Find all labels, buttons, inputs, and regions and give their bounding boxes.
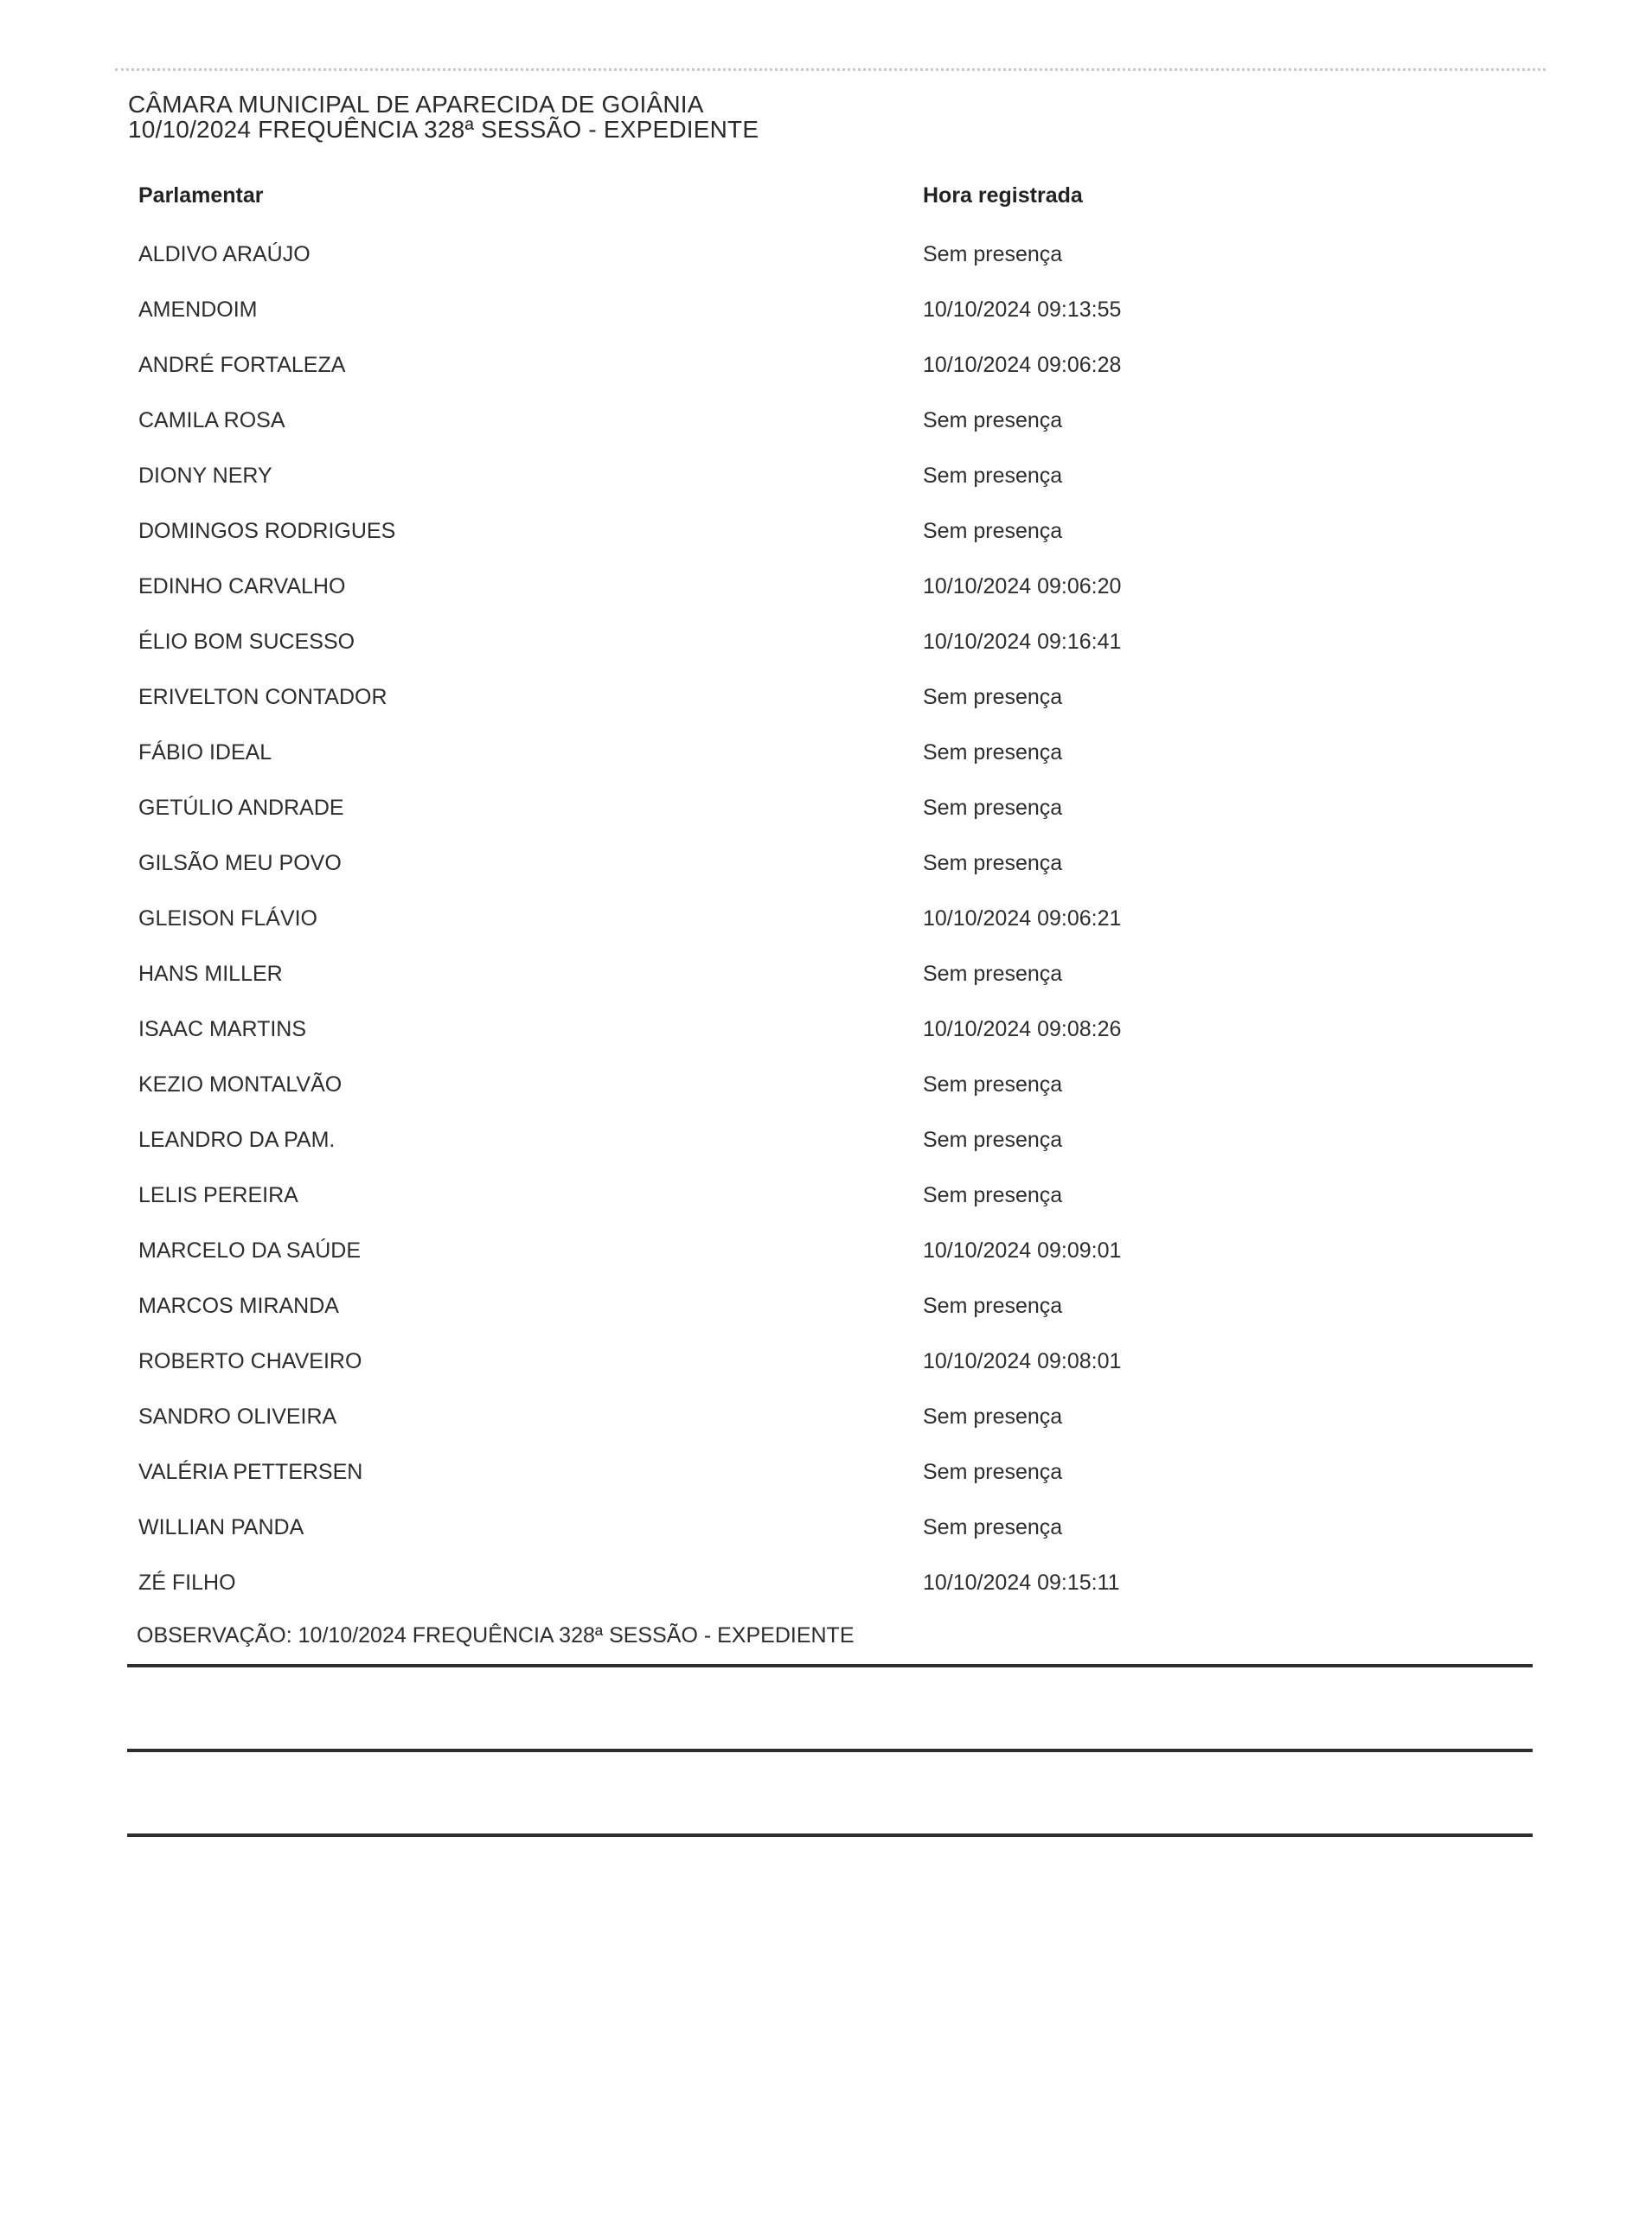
table-row: [138, 463, 1488, 518]
table-row: [138, 352, 1488, 407]
table-row: [138, 905, 1488, 961]
hora-registrada: 10/10/2024 09:08:01: [923, 1349, 1122, 1373]
column-header-hora-registrada: Hora registrada: [923, 183, 1083, 208]
table-body: [138, 241, 1488, 1625]
hora-registrada: 10/10/2024 09:06:21: [923, 906, 1122, 931]
parlamentar-name: GETÚLIO ANDRADE: [138, 796, 344, 820]
hora-registrada: Sem presença: [923, 962, 1063, 986]
parlamentar-name: AMENDOIM: [138, 298, 258, 322]
table-row: [138, 684, 1488, 739]
hora-registrada: Sem presença: [923, 1405, 1063, 1429]
hora-registrada: Sem presença: [923, 1294, 1063, 1318]
table-row: [138, 1182, 1488, 1238]
parlamentar-name: ALDIVO ARAÚJO: [138, 242, 311, 266]
hora-registrada: 10/10/2024 09:08:26: [923, 1017, 1122, 1041]
parlamentar-name: WILLIAN PANDA: [138, 1515, 304, 1539]
parlamentar-name: CAMILA ROSA: [138, 408, 285, 432]
hora-registrada: Sem presença: [923, 519, 1063, 543]
parlamentar-name: GLEISON FLÁVIO: [138, 906, 318, 931]
column-header-parlamentar: Parlamentar: [138, 183, 264, 208]
document-header: [128, 92, 759, 142]
parlamentar-name: ANDRÉ FORTALEZA: [138, 353, 346, 377]
hora-registrada: 10/10/2024 09:16:41: [923, 630, 1122, 654]
signature-line-2: [127, 1749, 1533, 1752]
table-row: [138, 1238, 1488, 1293]
parlamentar-name: LEANDRO DA PAM.: [138, 1128, 336, 1152]
table-row: [138, 407, 1488, 463]
parlamentar-name: SANDRO OLIVEIRA: [138, 1405, 337, 1429]
table-row: [138, 1404, 1488, 1459]
hora-registrada: Sem presença: [923, 464, 1063, 488]
table-row: [138, 1072, 1488, 1127]
parlamentar-name: MARCELO DA SAÚDE: [138, 1238, 362, 1263]
hora-registrada: Sem presença: [923, 1072, 1063, 1097]
parlamentar-name: FÁBIO IDEAL: [138, 740, 272, 765]
table-row: [138, 1348, 1488, 1404]
parlamentar-name: VALÉRIA PETTERSEN: [138, 1460, 363, 1484]
table-row: [138, 1293, 1488, 1348]
table-row: [138, 1127, 1488, 1182]
hora-registrada: Sem presença: [923, 796, 1063, 820]
parlamentar-name: ROBERTO CHAVEIRO: [138, 1349, 362, 1373]
parlamentar-name: DOMINGOS RODRIGUES: [138, 519, 396, 543]
signature-line-3: [127, 1833, 1533, 1837]
session-title: 10/10/2024 FREQUÊNCIA 328ª SESSÃO - EXPEDIENTE: [128, 116, 759, 143]
hora-registrada: Sem presença: [923, 851, 1063, 875]
hora-registrada: Sem presença: [923, 685, 1063, 709]
top-dotted-rule: [115, 68, 1546, 71]
hora-registrada: 10/10/2024 09:06:28: [923, 353, 1122, 377]
table-row: [138, 297, 1488, 352]
parlamentar-name: HANS MILLER: [138, 962, 283, 986]
parlamentar-name: DIONY NERY: [138, 464, 272, 488]
table-row: [138, 1016, 1488, 1072]
hora-registrada: Sem presença: [923, 408, 1063, 432]
hora-registrada: Sem presença: [923, 1128, 1063, 1152]
table-row: [138, 850, 1488, 905]
hora-registrada: 10/10/2024 09:06:20: [923, 574, 1122, 598]
hora-registrada: Sem presença: [923, 242, 1063, 266]
table-row: [138, 629, 1488, 684]
table-row: [138, 1570, 1488, 1625]
parlamentar-name: MARCOS MIRANDA: [138, 1294, 339, 1318]
parlamentar-name: ZÉ FILHO: [138, 1571, 236, 1595]
parlamentar-name: LELIS PEREIRA: [138, 1183, 298, 1207]
hora-registrada: Sem presença: [923, 1515, 1063, 1539]
table-row: [138, 961, 1488, 1016]
hora-registrada: 10/10/2024 09:09:01: [923, 1238, 1122, 1263]
parlamentar-name: ISAAC MARTINS: [138, 1017, 307, 1041]
observation-text: OBSERVAÇÃO: 10/10/2024 FREQUÊNCIA 328ª SESSÃO - EXPEDIENTE: [137, 1623, 855, 1648]
parlamentar-name: ERIVELTON CONTADOR: [138, 685, 387, 709]
hora-registrada: Sem presença: [923, 740, 1063, 765]
hora-registrada: 10/10/2024 09:15:11: [923, 1571, 1120, 1595]
institution-title: CÂMARA MUNICIPAL DE APARECIDA DE GOIÂNIA: [128, 91, 704, 118]
hora-registrada: Sem presença: [923, 1460, 1063, 1484]
parlamentar-name: KEZIO MONTALVÃO: [138, 1072, 343, 1097]
table-row: [138, 795, 1488, 850]
table-row: [138, 739, 1488, 795]
parlamentar-name: EDINHO CARVALHO: [138, 574, 346, 598]
hora-registrada: 10/10/2024 09:13:55: [923, 298, 1122, 322]
signature-line-1: [127, 1664, 1533, 1667]
table-row: [138, 241, 1488, 297]
table-row: [138, 1514, 1488, 1570]
parlamentar-name: GILSÃO MEU POVO: [138, 851, 342, 875]
table-row: [138, 1459, 1488, 1514]
table-row: [138, 573, 1488, 629]
parlamentar-name: ÉLIO BOM SUCESSO: [138, 630, 355, 654]
table-row: [138, 518, 1488, 573]
hora-registrada: Sem presença: [923, 1183, 1063, 1207]
